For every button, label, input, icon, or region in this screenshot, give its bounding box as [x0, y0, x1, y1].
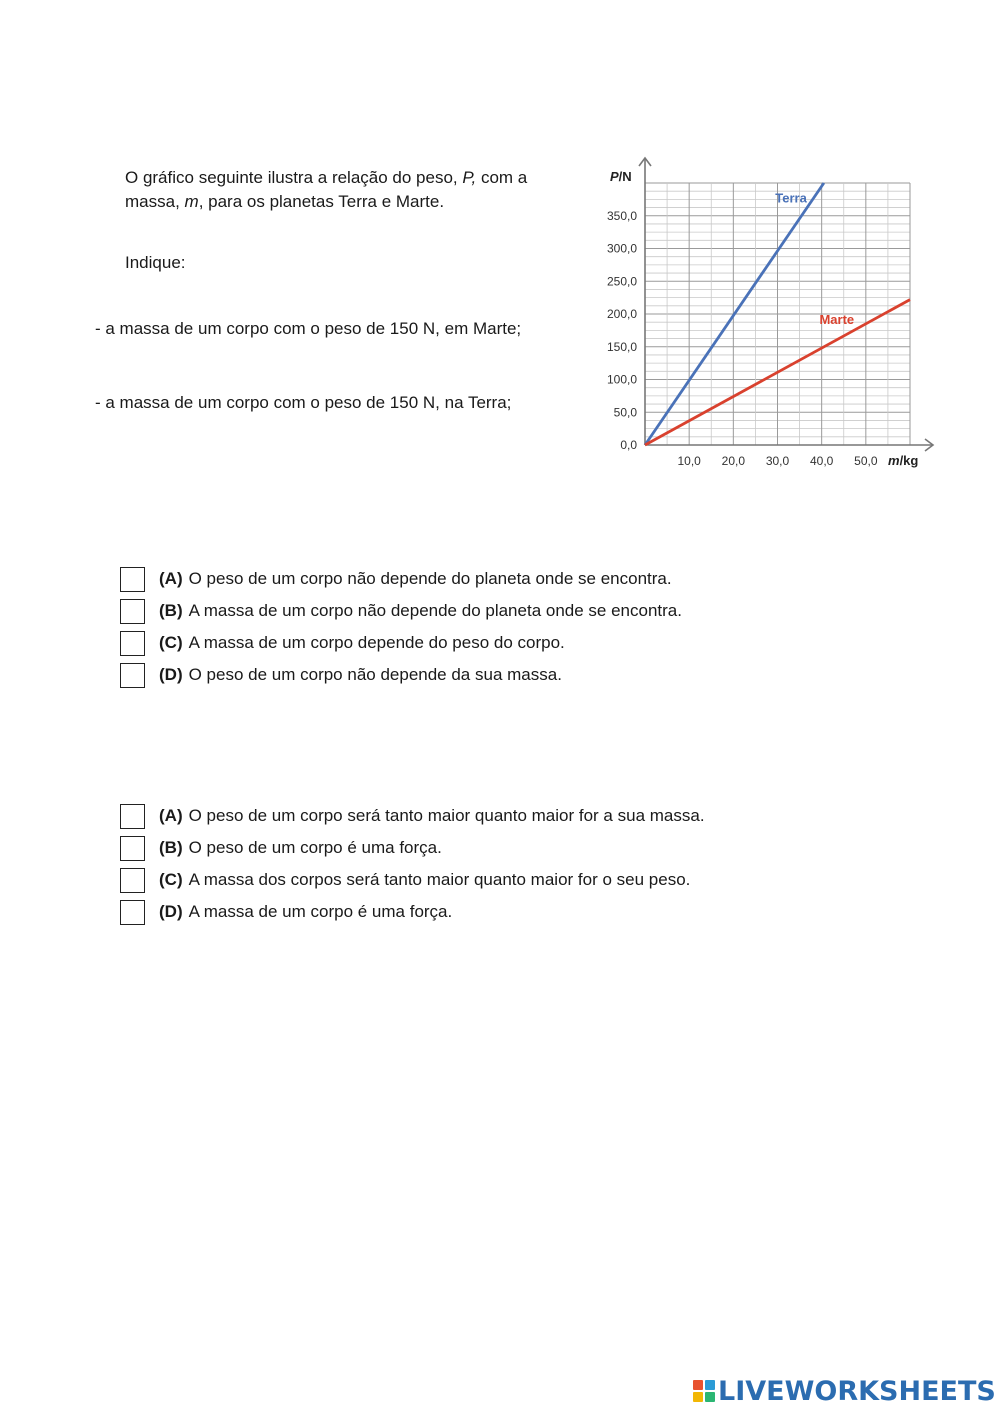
checkbox[interactable]	[120, 804, 145, 829]
group2-option-c	[120, 866, 690, 894]
group1-option-b	[120, 597, 682, 625]
series-label-terra: Terra	[775, 190, 807, 206]
option-letter: (C)	[159, 633, 183, 652]
checkbox[interactable]	[120, 631, 145, 656]
x-tick-label: 30,0	[765, 454, 790, 468]
group2-option-d	[120, 898, 452, 926]
x-tick-label: 20,0	[721, 454, 746, 468]
option-text: A massa de um corpo não depende do planeta onde se encontra.	[188, 601, 682, 620]
group1-option-d	[120, 661, 562, 689]
option-letter: (A)	[159, 806, 183, 825]
intro-line2: massa,	[125, 192, 185, 211]
y-tick-label: 300,0	[606, 241, 637, 256]
checkbox[interactable]	[120, 836, 145, 861]
logo-grid-icon	[693, 1380, 715, 1402]
y-tick-label: 150,0	[606, 339, 637, 354]
liveworksheets-logo	[693, 1375, 996, 1407]
checkbox[interactable]	[120, 868, 145, 893]
y-tick-label: 50,0	[613, 405, 637, 420]
question-earth: - a massa de um corpo com o peso de 150 N, na Terra;	[95, 393, 512, 412]
option-text: O peso de um corpo não depende do planeta onde se encontra.	[188, 569, 672, 588]
option-text: O peso de um corpo é uma força.	[188, 838, 442, 857]
group2-option-a	[120, 802, 705, 830]
checkbox[interactable]	[120, 900, 145, 925]
checkbox[interactable]	[120, 663, 145, 688]
x-tick-label: 10,0	[677, 454, 701, 468]
option-text: A massa dos corpos será tanto maior quanto maior for o seu peso.	[188, 870, 691, 889]
checkbox[interactable]	[120, 599, 145, 624]
option-letter: (D)	[159, 665, 183, 684]
x-tick-label: 50,0	[854, 454, 878, 468]
option-letter: (B)	[159, 601, 183, 620]
series-label-marte: Marte	[819, 311, 855, 327]
option-letter: (D)	[159, 902, 183, 921]
var-m: m	[184, 192, 199, 211]
option-text: O peso de um corpo será tanto maior quanto maior for a sua massa.	[188, 806, 705, 825]
option-letter: (B)	[159, 838, 183, 857]
checkbox[interactable]	[120, 567, 145, 592]
var-p: P,	[462, 168, 477, 187]
x-axis-label: m/kg	[888, 453, 919, 468]
indique-label: Indique:	[125, 253, 186, 272]
y-tick-label: 200,0	[606, 307, 637, 321]
group1-option-a	[120, 565, 672, 593]
option-text: A massa de um corpo depende do peso do corpo.	[188, 633, 565, 652]
question-mars: - a massa de um corpo com o peso de 150 N, em Marte;	[95, 319, 522, 338]
group2-option-b	[120, 834, 442, 862]
y-axis-label: P/N	[610, 169, 632, 184]
option-text: A massa de um corpo é uma força.	[188, 902, 453, 921]
group1-option-c	[120, 629, 565, 657]
weight-mass-chart	[590, 150, 940, 480]
y-tick-label: 100,0	[606, 372, 637, 387]
intro-line1-end: com a	[476, 168, 528, 187]
option-text: O peso de um corpo não depende da sua massa.	[188, 665, 562, 684]
option-letter: (A)	[159, 569, 183, 588]
y-tick-label: 0,0	[620, 438, 637, 452]
intro-line2-end: , para os planetas Terra e Marte.	[198, 192, 445, 211]
option-letter: (C)	[159, 870, 183, 889]
x-tick-label: 40,0	[809, 454, 834, 468]
y-tick-label: 250,0	[606, 274, 637, 289]
intro-text	[125, 166, 565, 214]
y-tick-label: 350,0	[606, 208, 637, 223]
intro-line1: O gráfico seguinte ilustra a relação do peso,	[125, 168, 463, 187]
logo-text: LIVEWORKSHEETS	[718, 1375, 996, 1407]
